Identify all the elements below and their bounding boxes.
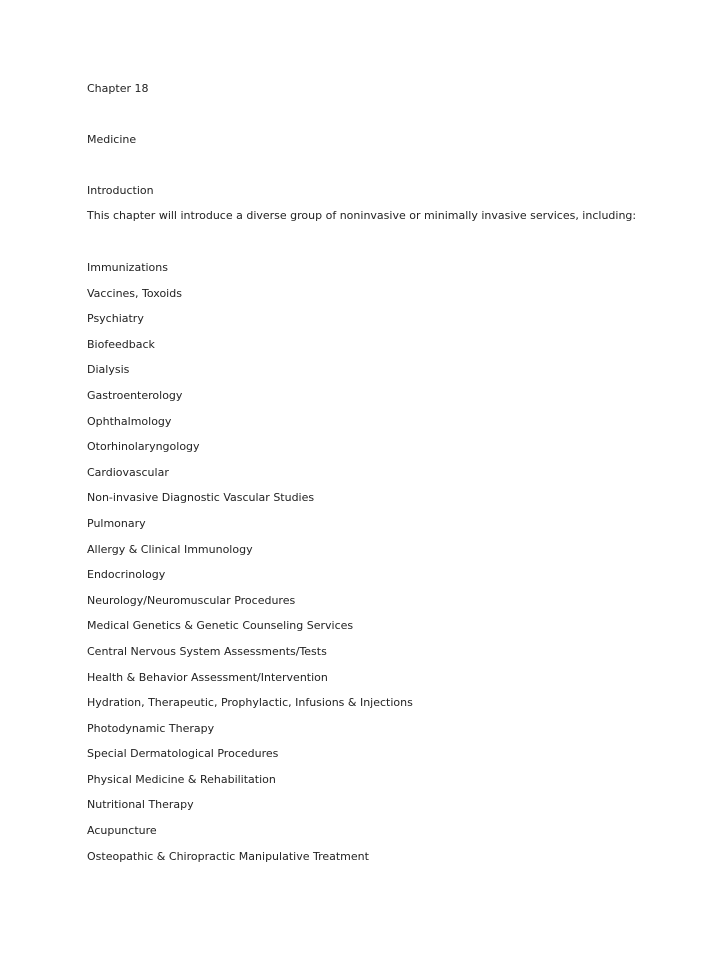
list-item: Psychiatry — [87, 312, 144, 326]
list-item: Neurology/Neuromuscular Procedures — [87, 593, 296, 607]
list-item: Osteopathic & Chiropractic Manipulative Treatment — [87, 849, 369, 863]
chapter-title: Medicine — [87, 133, 137, 146]
list-item: Central Nervous System Assessments/Tests — [87, 644, 327, 658]
list-item: Ophthalmology — [87, 414, 172, 428]
list-item: Nutritional Therapy — [87, 798, 194, 812]
list-item: Otorhinolaryngology — [87, 440, 200, 454]
list-item: Hydration, Therapeutic, Prophylactic, Infusions & Injections — [87, 696, 413, 710]
list-item: Non-invasive Diagnostic Vascular Studies — [87, 491, 315, 505]
list-item: Physical Medicine & Rehabilitation — [87, 772, 276, 786]
list-item: Photodynamic Therapy — [87, 721, 215, 735]
list-item: Health & Behavior Assessment/Intervention — [87, 670, 328, 684]
list-item: Allergy & Clinical Immunology — [87, 542, 253, 556]
list-item: Biofeedback — [87, 337, 155, 351]
services-list — [87, 261, 413, 875]
introduction-text: This chapter will introduce a diverse group of noninvasive or minimally invasive services, including: — [87, 209, 637, 222]
chapter-label: Chapter 18 — [87, 82, 149, 95]
list-item: Pulmonary — [87, 516, 146, 530]
list-item: Vaccines, Toxoids — [87, 286, 182, 300]
list-item: Acupuncture — [87, 824, 157, 838]
list-item: Dialysis — [87, 363, 130, 377]
list-item: Cardiovascular — [87, 465, 169, 479]
list-item: Endocrinology — [87, 568, 166, 582]
list-item: Immunizations — [87, 261, 168, 274]
list-item: Gastroenterology — [87, 388, 183, 402]
list-item: Special Dermatological Procedures — [87, 747, 279, 761]
introduction-heading: Introduction — [87, 184, 154, 197]
list-item: Medical Genetics & Genetic Counseling Services — [87, 619, 354, 633]
